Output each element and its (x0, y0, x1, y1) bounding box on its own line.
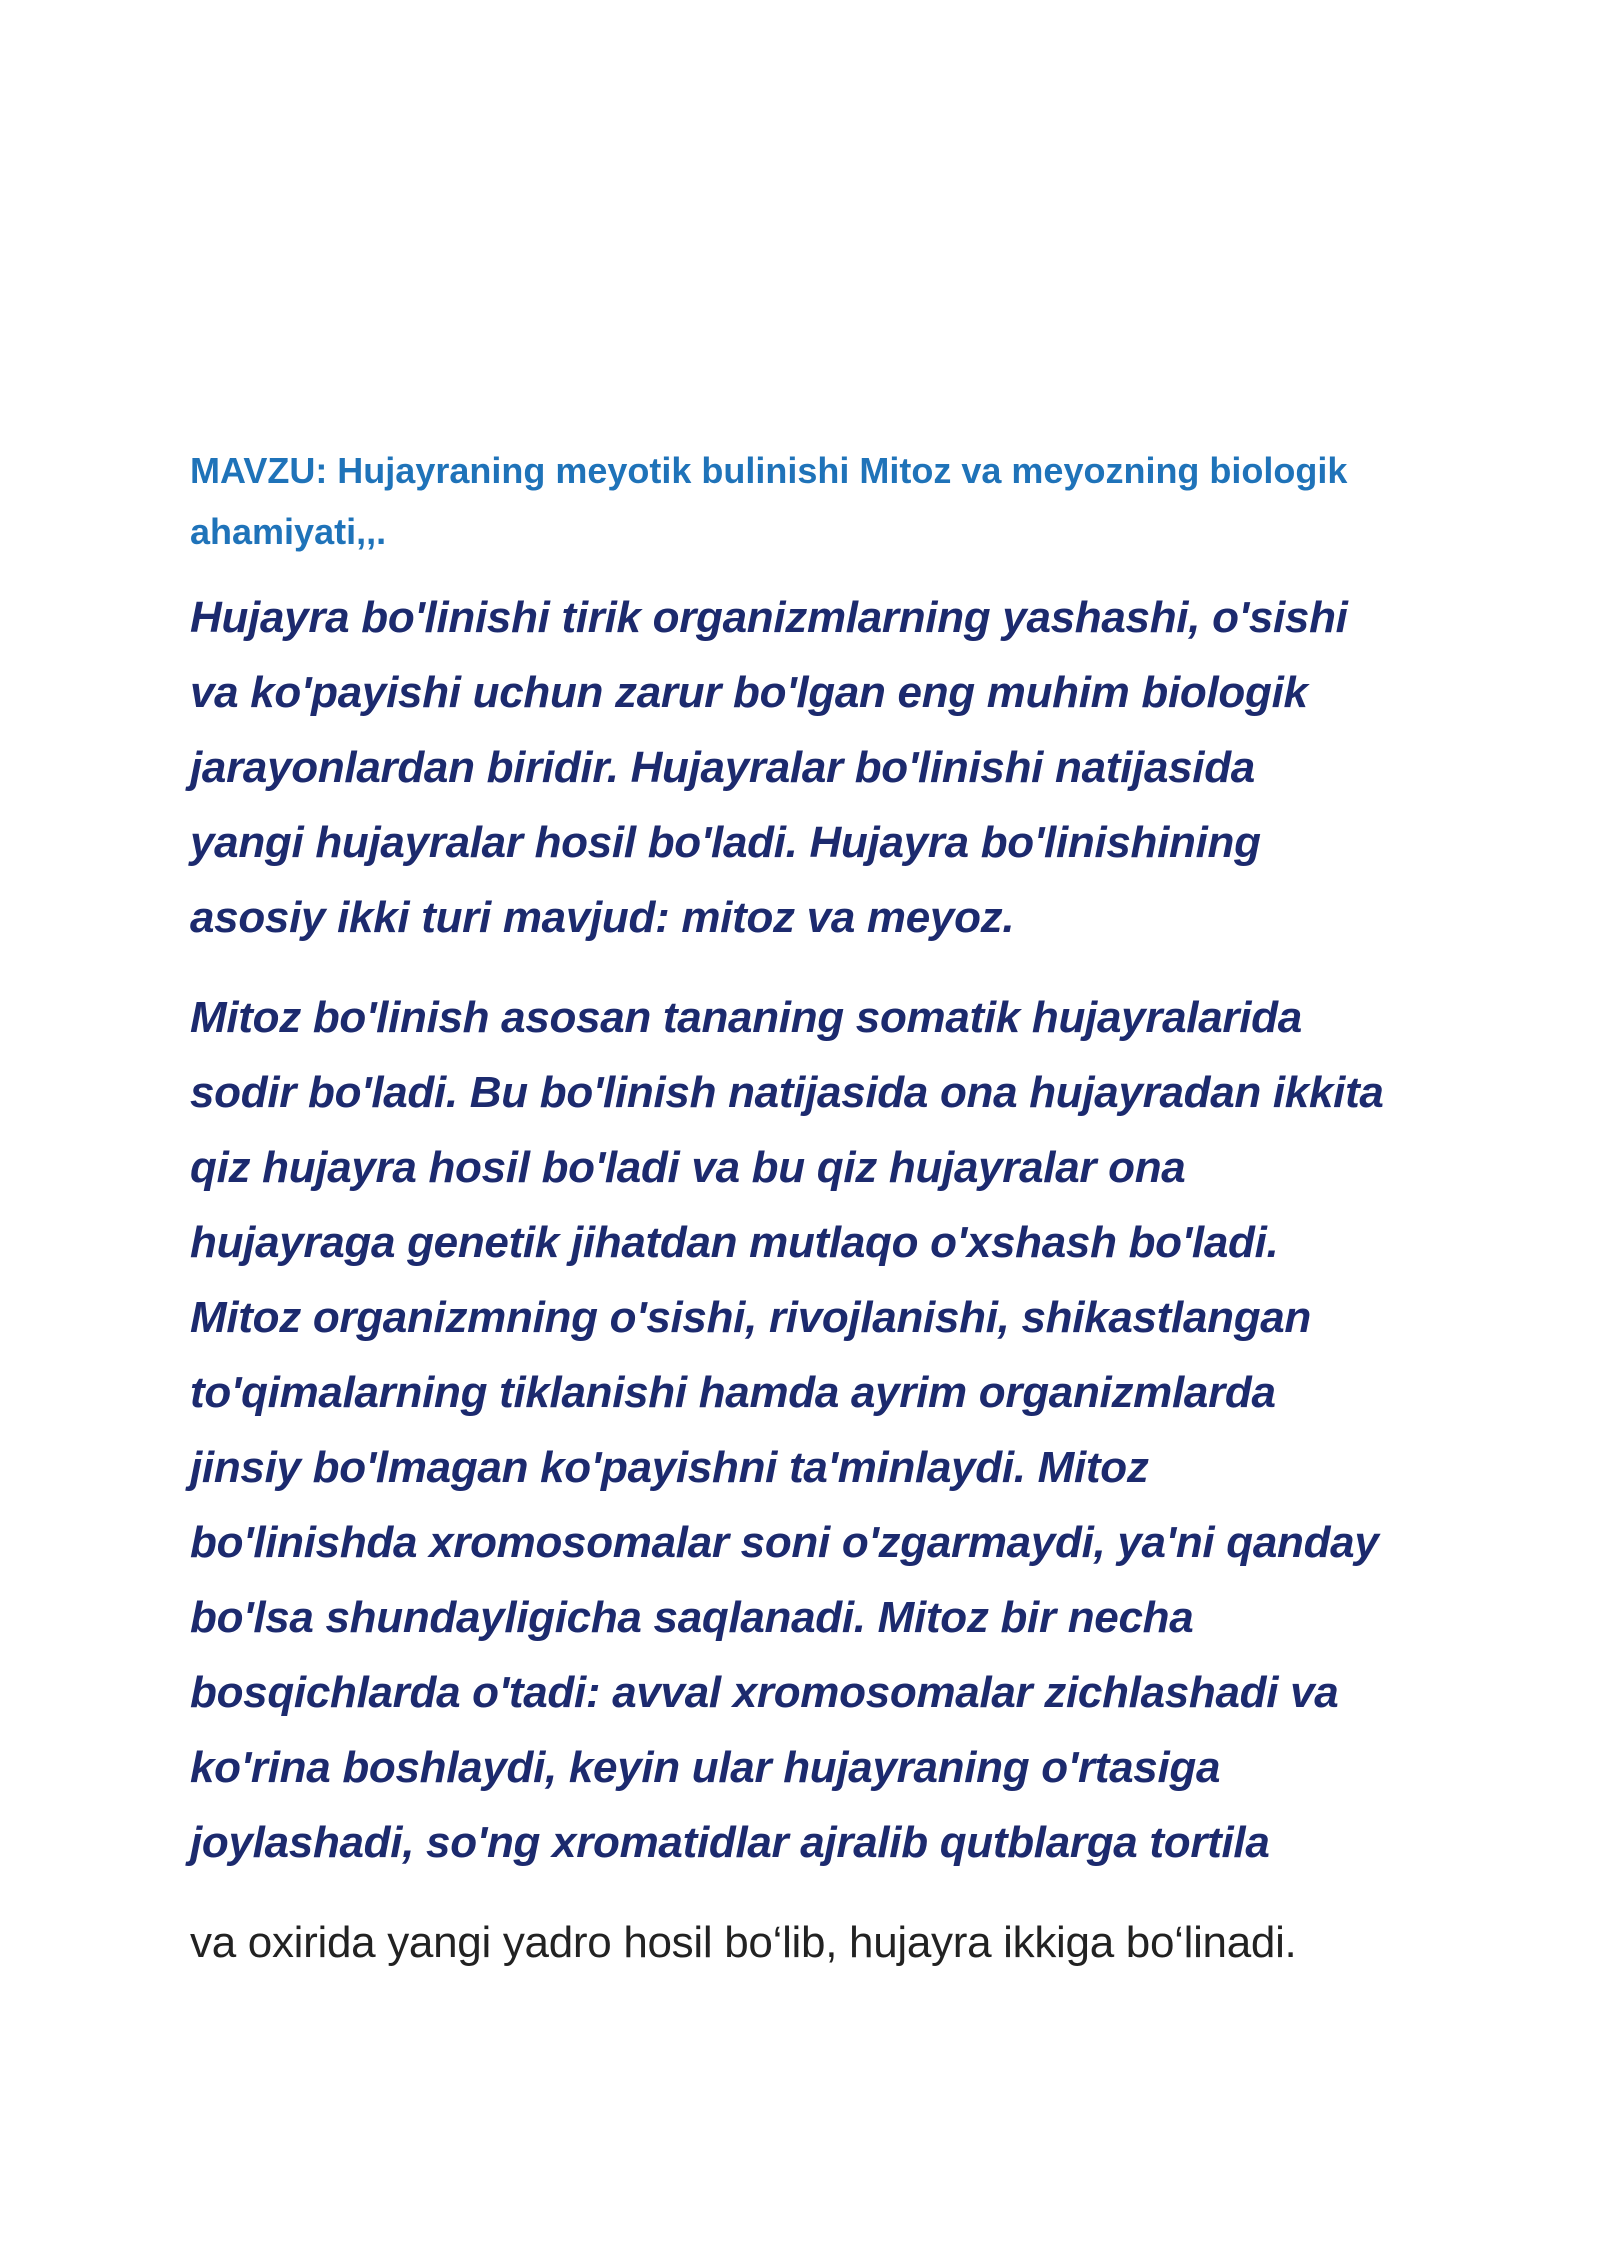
paragraph-line: yangi hujayralar hosil bo'ladi. Hujayra bo'linishining (190, 818, 1261, 867)
document-title: MAVZU: Hujayraning meyotik bulinishi Mitoz va meyozning biologik ahamiyati,,. (190, 450, 1348, 552)
paragraph-line: bo'linishda xromosomalar soni o'zgarmaydi, ya'ni qanday (190, 1518, 1379, 1567)
paragraph-line: jarayonlardan biridir. Hujayralar bo'linishi natijasida (190, 743, 1255, 792)
paragraph-line: to'qimalarning tiklanishi hamda ayrim organizmlarda (190, 1368, 1276, 1417)
paragraph-line: jinsiy bo'lmagan ko'payishni ta'minlaydi. Mitoz (190, 1443, 1149, 1492)
paragraph-line: hujayraga genetik jihatdan mutlaqo o'xshash bo'ladi. (190, 1218, 1279, 1267)
paragraph-line: va ko'payishi uchun zarur bo'lgan eng muhim biologik (190, 668, 1308, 717)
paragraph-line: asosiy ikki turi mavjud: mitoz va meyoz. (190, 893, 1015, 942)
paragraph-intro (190, 580, 1500, 955)
paragraph-line: bo'lsa shundayligicha saqlanadi. Mitoz bir necha (190, 1593, 1194, 1642)
paragraph-line: bosqichlarda o'tadi: avval xromosomalar zichlashadi va (190, 1668, 1339, 1717)
paragraph-line: qiz hujayra hosil bo'ladi va bu qiz hujayralar ona (190, 1143, 1186, 1192)
closing-sentence: va oxirida yangi yadro hosil bo‘lib, hujayra ikkiga bo‘linadi. (190, 1918, 1297, 1967)
paragraph-line: joylashadi, so'ng xromatidlar ajralib qutblarga tortila (190, 1818, 1270, 1867)
paragraph-line: Mitoz bo'linish asosan tananing somatik hujayralarida (190, 993, 1302, 1042)
paragraph-mitosis (190, 980, 1500, 1880)
paragraph-line: sodir bo'ladi. Bu bo'linish natijasida ona hujayradan ikkita (190, 1068, 1384, 1117)
document-content (190, 440, 1500, 1980)
paragraph-line: Hujayra bo'linishi tirik organizmlarning yashashi, o'sishi (190, 593, 1348, 642)
paragraph-line: ko'rina boshlaydi, keyin ular hujayraning o'rtasiga (190, 1743, 1221, 1792)
paragraph-line: Mitoz organizmning o'sishi, rivojlanishi, shikastlangan (190, 1293, 1312, 1342)
